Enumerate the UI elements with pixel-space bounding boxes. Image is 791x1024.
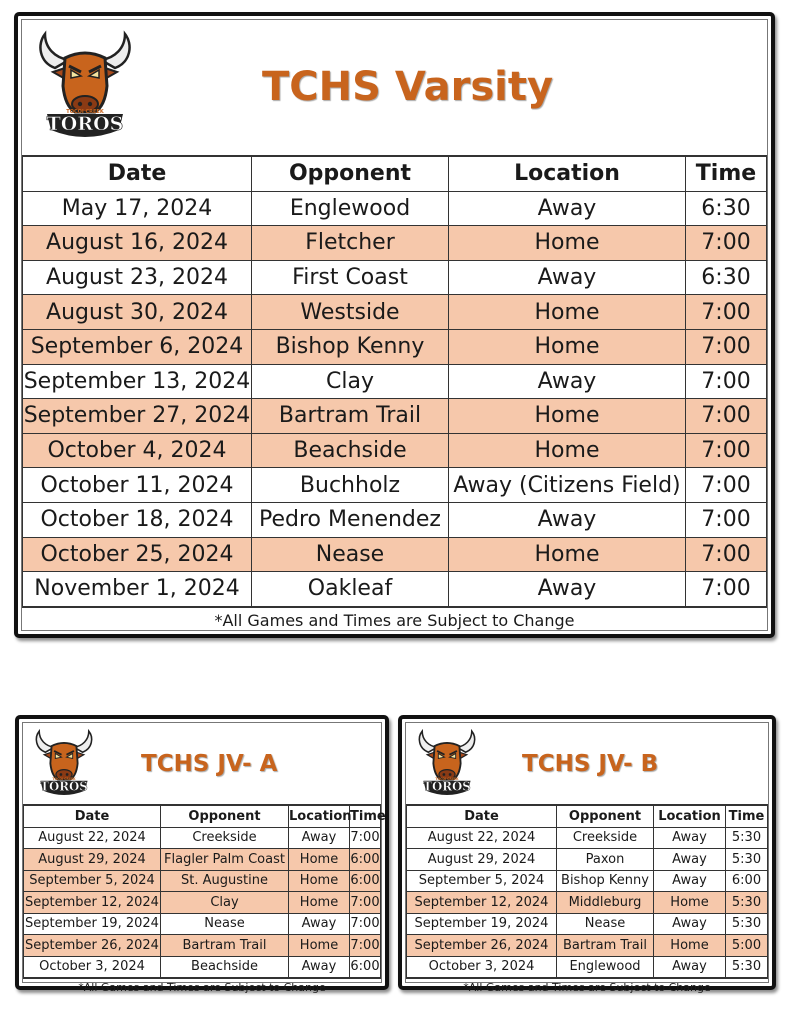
date-cell: August 22, 2024 <box>407 827 557 849</box>
location-cell: Away <box>654 870 726 892</box>
column-header-location: Location <box>289 806 350 828</box>
opponent-cell: St. Augustine <box>161 870 289 892</box>
location-cell: Home <box>449 537 686 572</box>
location-cell: Away <box>449 502 686 537</box>
date-cell: October 18, 2024 <box>23 502 252 537</box>
table-row <box>23 502 767 537</box>
date-cell: October 3, 2024 <box>24 956 161 978</box>
column-header-time: Time <box>350 806 381 828</box>
toros-bull-logo-icon <box>416 727 478 801</box>
table-row <box>407 849 768 871</box>
date-cell: August 16, 2024 <box>23 226 252 261</box>
table-row <box>23 295 767 330</box>
time-cell: 6:30 <box>686 260 767 295</box>
location-cell: Home <box>289 849 350 871</box>
date-cell: September 12, 2024 <box>24 892 161 914</box>
date-cell: August 29, 2024 <box>24 849 161 871</box>
schedule-disclaimer: *All Games and Times are Subject to Change <box>406 978 768 996</box>
time-cell: 7:00 <box>686 572 767 607</box>
time-cell: 5:30 <box>726 892 768 914</box>
table-row <box>23 329 767 364</box>
time-cell: 6:00 <box>350 956 381 978</box>
jv-b-schedule-card <box>398 715 776 994</box>
date-cell: September 6, 2024 <box>23 329 252 364</box>
date-cell: September 19, 2024 <box>24 913 161 935</box>
location-cell: Away <box>449 572 686 607</box>
location-cell: Home <box>289 935 350 957</box>
date-cell: May 17, 2024 <box>23 191 252 226</box>
table-header-row <box>24 806 381 828</box>
date-cell: November 1, 2024 <box>23 572 252 607</box>
opponent-cell: Creekside <box>161 827 289 849</box>
column-header-location: Location <box>654 806 726 828</box>
date-cell: September 26, 2024 <box>24 935 161 957</box>
toros-bull-logo-icon <box>33 727 95 801</box>
table-row <box>23 399 767 434</box>
location-cell: Away <box>654 849 726 871</box>
table-row <box>407 827 768 849</box>
varsity-table-body <box>23 191 767 606</box>
opponent-cell: Nease <box>252 537 449 572</box>
time-cell: 7:00 <box>350 913 381 935</box>
table-header-row <box>407 806 768 828</box>
toros-bull-logo-icon <box>34 28 136 146</box>
date-cell: September 5, 2024 <box>407 870 557 892</box>
location-cell: Away <box>449 364 686 399</box>
date-cell: September 26, 2024 <box>407 935 557 957</box>
time-cell: 7:00 <box>686 399 767 434</box>
opponent-cell: Middleburg <box>557 892 654 914</box>
time-cell: 6:00 <box>350 849 381 871</box>
time-cell: 5:30 <box>726 956 768 978</box>
varsity-header <box>22 20 767 156</box>
table-row <box>24 935 381 957</box>
time-cell: 7:00 <box>686 502 767 537</box>
opponent-cell: Bartram Trail <box>161 935 289 957</box>
table-row <box>24 892 381 914</box>
time-cell: 7:00 <box>686 468 767 503</box>
table-row <box>24 956 381 978</box>
date-cell: September 5, 2024 <box>24 870 161 892</box>
location-cell: Away <box>654 913 726 935</box>
location-cell: Away <box>654 827 726 849</box>
opponent-cell: Buchholz <box>252 468 449 503</box>
column-header-opponent: Opponent <box>557 806 654 828</box>
date-cell: September 19, 2024 <box>407 913 557 935</box>
opponent-cell: Bishop Kenny <box>252 329 449 364</box>
table-row <box>407 913 768 935</box>
table-row <box>24 870 381 892</box>
table-row <box>23 364 767 399</box>
time-cell: 7:00 <box>686 226 767 261</box>
opponent-cell: Nease <box>557 913 654 935</box>
date-cell: October 11, 2024 <box>23 468 252 503</box>
date-cell: August 29, 2024 <box>407 849 557 871</box>
opponent-cell: Paxon <box>557 849 654 871</box>
location-cell: Home <box>289 892 350 914</box>
time-cell: 5:30 <box>726 913 768 935</box>
column-header-opponent: Opponent <box>161 806 289 828</box>
opponent-cell: Creekside <box>557 827 654 849</box>
column-header-location: Location <box>449 157 686 192</box>
time-cell: 7:00 <box>686 537 767 572</box>
time-cell: 7:00 <box>686 295 767 330</box>
time-cell: 6:00 <box>350 870 381 892</box>
jv-b-schedule-frame <box>405 722 769 994</box>
location-cell: Away <box>289 956 350 978</box>
date-cell: September 13, 2024 <box>23 364 252 399</box>
jv-a-table-body <box>24 827 381 978</box>
table-row <box>23 191 767 226</box>
location-cell: Away <box>449 191 686 226</box>
location-cell: Home <box>654 935 726 957</box>
location-cell: Away <box>289 913 350 935</box>
table-row <box>407 892 768 914</box>
opponent-cell: Bartram Trail <box>557 935 654 957</box>
jv-b-schedule-table <box>406 805 768 978</box>
opponent-cell: Fletcher <box>252 226 449 261</box>
table-row <box>24 913 381 935</box>
opponent-cell: Flagler Palm Coast <box>161 849 289 871</box>
time-cell: 6:00 <box>726 870 768 892</box>
table-row <box>24 827 381 849</box>
opponent-cell: Westside <box>252 295 449 330</box>
location-cell: Away <box>449 260 686 295</box>
column-header-date: Date <box>407 806 557 828</box>
opponent-cell: Oakleaf <box>252 572 449 607</box>
schedule-disclaimer: *All Games and Times are Subject to Change <box>22 607 767 634</box>
table-row <box>407 870 768 892</box>
time-cell: 7:00 <box>350 827 381 849</box>
date-cell: September 27, 2024 <box>23 399 252 434</box>
time-cell: 6:30 <box>686 191 767 226</box>
date-cell: September 12, 2024 <box>407 892 557 914</box>
location-cell: Home <box>449 295 686 330</box>
opponent-cell: Clay <box>161 892 289 914</box>
jv-a-schedule-table <box>23 805 386 978</box>
jv-a-schedule-frame <box>22 722 386 994</box>
time-cell: 5:30 <box>726 849 768 871</box>
varsity-schedule-table <box>22 156 767 607</box>
time-cell: 5:30 <box>726 827 768 849</box>
table-row <box>23 537 767 572</box>
location-cell: Home <box>449 399 686 434</box>
schedule-disclaimer: *All Games and Times are Subject to Change <box>23 978 381 996</box>
opponent-cell: Englewood <box>252 191 449 226</box>
location-cell: Home <box>449 433 686 468</box>
date-cell: August 30, 2024 <box>23 295 252 330</box>
opponent-cell: First Coast <box>252 260 449 295</box>
date-cell: October 4, 2024 <box>23 433 252 468</box>
opponent-cell: Beachside <box>161 956 289 978</box>
table-row <box>23 433 767 468</box>
table-row <box>23 226 767 261</box>
varsity-title: TCHS Varsity <box>262 64 554 110</box>
table-row <box>23 468 767 503</box>
table-header-row <box>23 157 767 192</box>
jv-b-title: TCHS JV- B <box>522 751 659 777</box>
opponent-cell: Nease <box>161 913 289 935</box>
column-header-opponent: Opponent <box>252 157 449 192</box>
table-row <box>407 935 768 957</box>
date-cell: October 25, 2024 <box>23 537 252 572</box>
location-cell: Away <box>289 827 350 849</box>
opponent-cell: Bartram Trail <box>252 399 449 434</box>
location-cell: Home <box>449 226 686 261</box>
time-cell: 7:00 <box>686 364 767 399</box>
time-cell: 7:00 <box>350 935 381 957</box>
date-cell: August 22, 2024 <box>24 827 161 849</box>
location-cell: Home <box>449 329 686 364</box>
location-cell: Away (Citizens Field) <box>449 468 686 503</box>
time-cell: 7:00 <box>350 892 381 914</box>
jv-b-header <box>406 723 768 805</box>
opponent-cell: Pedro Menendez <box>252 502 449 537</box>
column-header-time: Time <box>726 806 768 828</box>
table-row <box>407 956 768 978</box>
varsity-schedule-card <box>14 12 775 638</box>
table-row <box>23 572 767 607</box>
date-cell: October 3, 2024 <box>407 956 557 978</box>
time-cell: 7:00 <box>686 433 767 468</box>
opponent-cell: Bishop Kenny <box>557 870 654 892</box>
time-cell: 5:00 <box>726 935 768 957</box>
column-header-time: Time <box>686 157 767 192</box>
location-cell: Home <box>654 892 726 914</box>
opponent-cell: Beachside <box>252 433 449 468</box>
jv-a-header <box>23 723 381 805</box>
table-row <box>24 849 381 871</box>
jv-a-title: TCHS JV- A <box>141 751 278 777</box>
column-header-date: Date <box>24 806 161 828</box>
location-cell: Home <box>289 870 350 892</box>
location-cell: Away <box>654 956 726 978</box>
opponent-cell: Englewood <box>557 956 654 978</box>
jv-a-schedule-card <box>15 715 389 994</box>
column-header-date: Date <box>23 157 252 192</box>
time-cell: 7:00 <box>686 329 767 364</box>
opponent-cell: Clay <box>252 364 449 399</box>
jv-b-table-body <box>407 827 768 978</box>
date-cell: August 23, 2024 <box>23 260 252 295</box>
varsity-schedule-frame <box>21 19 768 631</box>
table-row <box>23 260 767 295</box>
